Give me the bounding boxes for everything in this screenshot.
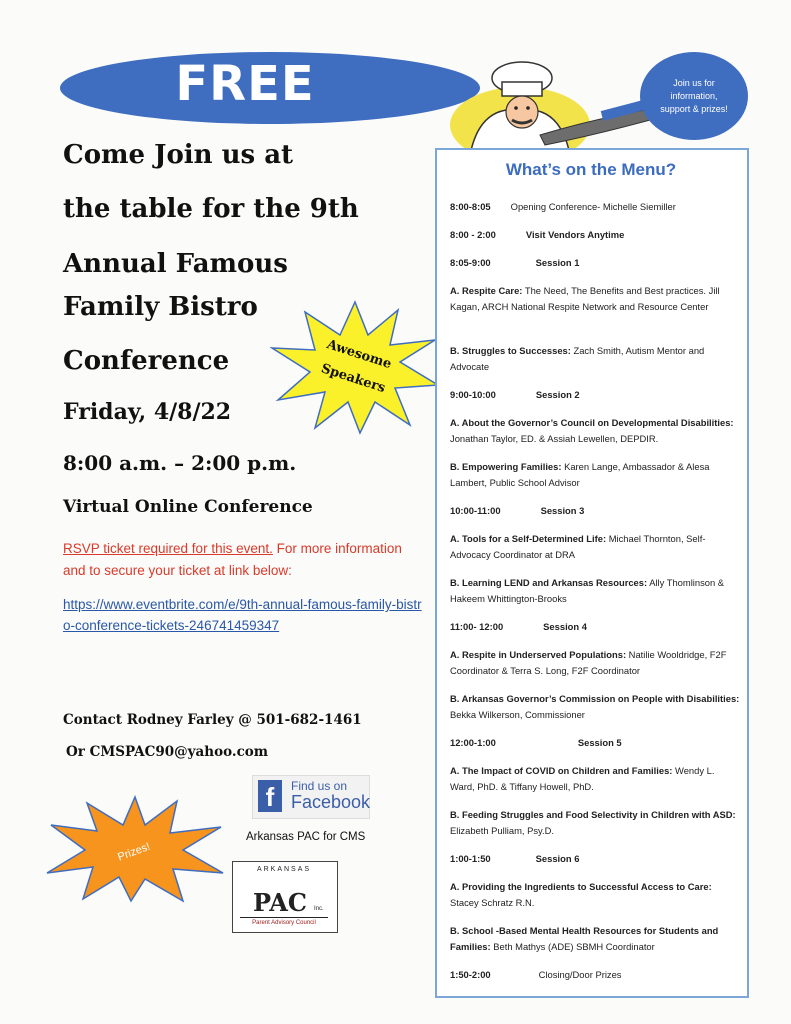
menu-item: B. Arkansas Governor’s Commission on People with Disabilities: Bekka Wilkerson, Commissioner <box>450 693 740 720</box>
menu-item: A. Respite Care: The Need, The Benefits and Best practices. Jill Kagan, ARCH National Respite Network and Resource Center <box>450 285 720 312</box>
menu-item: 9:00-10:00 Session 2 <box>450 389 580 400</box>
pac-logo-name: PAC <box>253 888 308 917</box>
menu-item: 8:05-9:00 Session 1 <box>450 257 580 268</box>
menu-item: A. Tools for a Self-Determined Life: Michael Thornton, Self-Advocacy Coordinator at DRA <box>450 533 706 560</box>
menu-item: A. Respite in Underserved Populations: Natilie Wooldridge, F2F Coordinator & Terra S. Long, F2F Coordinator <box>450 649 727 676</box>
prizes-label: Prizes! <box>116 840 152 864</box>
menu-title: What’s on the Menu? <box>505 160 677 179</box>
org-name: Arkansas PAC for CMS <box>246 831 366 843</box>
rsvp-required: RSVP ticket required for this event. <box>63 541 273 556</box>
menu-item: 12:00-1:00 Session 5 <box>450 737 622 748</box>
menu-item: B. School -Based Mental Health Resources for Students and Families: Beth Mathys (ADE) SBMH Coordinator <box>450 925 719 952</box>
pac-logo-arc: ARKANSAS <box>256 866 312 873</box>
menu-item: B. Learning LEND and Arkansas Resources: Ally Thomlinson & Hakeem Whittington-Brooks <box>450 577 725 604</box>
facebook-line-1: Find us on <box>291 779 348 793</box>
prizes-starburst <box>45 795 225 903</box>
event-format: Virtual Online Conference <box>63 497 313 517</box>
menu-item: 1:00-1:50 Session 6 <box>450 853 580 864</box>
menu-item: A. Providing the Ingredients to Successful Access to Care: Stacey Schratz R.N. <box>450 881 712 908</box>
menu-item: 8:00 - 2:00 Visit Vendors Anytime <box>450 229 625 240</box>
contact-email: Or CMSPAC90@yahoo.com <box>66 744 269 760</box>
menu-item: 1:50-2:00 Closing/Door Prizes <box>450 969 622 980</box>
info-bubble <box>640 52 748 140</box>
title-line-1: Come Join us at <box>63 140 294 170</box>
facebook-line-2: Facebook <box>291 792 371 812</box>
awesome-speakers-starburst <box>270 300 440 435</box>
menu-box <box>435 148 749 998</box>
menu-item: A. The Impact of COVID on Children and Families: Wendy L. Ward, PhD. & Tiffany Howell, PhD. <box>450 765 715 792</box>
title-line-4: Family Bistro <box>63 292 258 322</box>
title-line-2: the table for the 9th <box>63 194 359 224</box>
menu-item: B. Feeding Struggles and Food Selectivity in Children with ASD: Elizabeth Pulliam, Psy.D. <box>450 809 736 836</box>
menu-item: B. Empowering Families: Karen Lange, Ambassador & Alesa Lambert, Public School Advisor <box>450 461 710 488</box>
menu-item: B. Struggles to Successes: Zach Smith, Autism Mentor and Advocate <box>450 345 705 372</box>
contact-phone: Contact Rodney Farley @ 501-682-1461 <box>63 712 362 728</box>
facebook-icon: f <box>258 780 282 812</box>
starburst-line-2: Speakers <box>319 361 388 397</box>
title-line-3: Annual Famous <box>63 249 288 279</box>
eventbrite-link[interactable]: https://www.eventbrite.com/e/9th-annual-famous-family-bistro-conference-tickets-246741459347 <box>63 597 422 633</box>
bubble-text: Join us for information, support & prizes! <box>660 77 728 114</box>
starburst-line-1: Awesome <box>324 337 394 373</box>
pac-logo-subtitle: Parent Advisory Council <box>252 920 316 926</box>
pac-logo-inc: Inc. <box>314 906 324 912</box>
menu-item: 10:00-11:00 Session 3 <box>450 505 585 516</box>
rsvp-more: For more information and to secure your ticket at link below: <box>63 541 402 578</box>
event-time: 8:00 a.m. – 2:00 p.m. <box>63 451 297 475</box>
pac-logo-divider <box>240 917 328 918</box>
rsvp-text <box>63 538 423 582</box>
title-line-5: Conference <box>63 346 230 376</box>
menu-item: 8:00-8:05 Opening Conference- Michelle Siemiller <box>450 201 676 212</box>
menu-item: A. About the Governor’s Council on Developmental Disabilities: Jonathan Taylor, ED. & Assiah Lewellen, DEPDIR. <box>450 417 734 444</box>
menu-item: 11:00- 12:00 Session 4 <box>450 621 587 632</box>
event-date: Friday, 4/8/22 <box>63 399 232 425</box>
free-label: FREE <box>175 56 315 112</box>
